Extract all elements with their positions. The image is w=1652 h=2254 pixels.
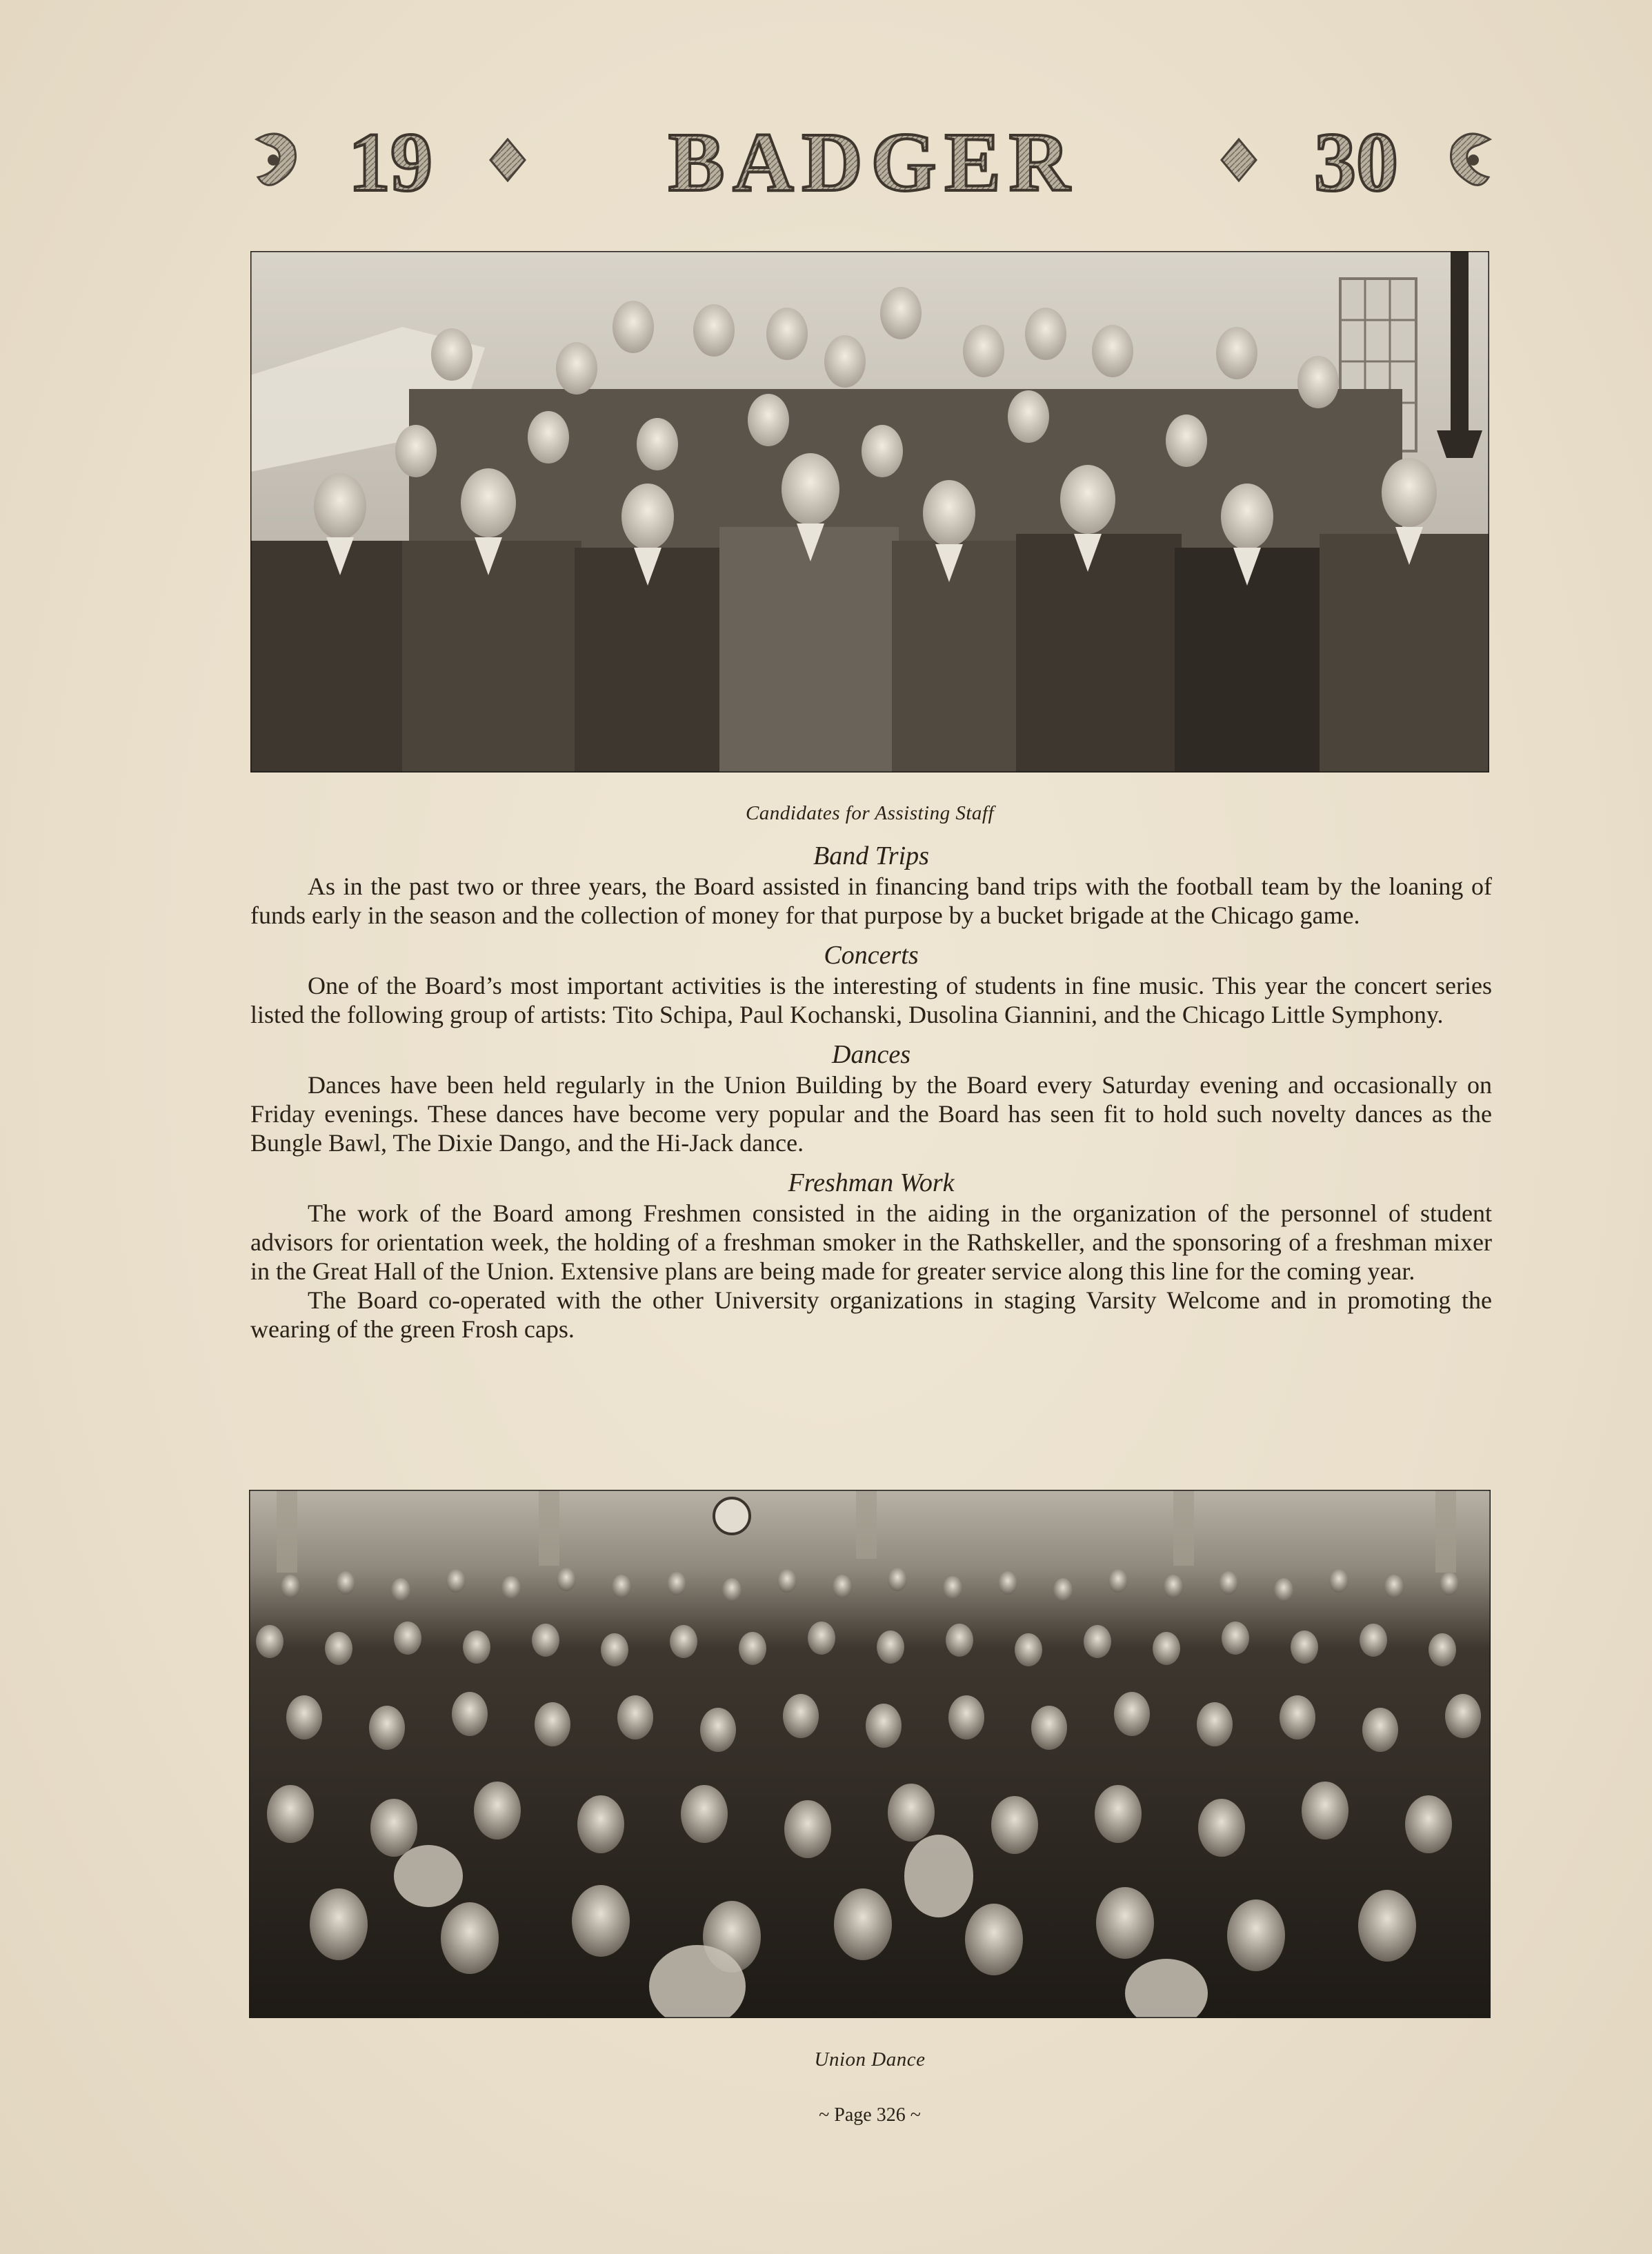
paragraph-dances: Dances have been held regularly in the Union Building by the Board every Saturday evening and occasionally on Friday evenings. These dances have become very popular and the Board has seen fit to hold such novelty dances as the Bungle Bawl, The Dixie Dango, and the Hi-Jack dance. bbox=[250, 1071, 1492, 1157]
right-flourish-icon bbox=[1451, 134, 1491, 185]
paragraph-band-trips: As in the past two or three years, the Board assisted in financing band trips with the football team by the loaning of funds early in the season and the collection of money for that purpose by a bucket brigade at the Chicago game. bbox=[250, 872, 1492, 929]
masthead-left-year: 19 bbox=[348, 119, 432, 201]
photo-union-dance bbox=[249, 1490, 1491, 2018]
article-body bbox=[250, 840, 1492, 1344]
masthead-lettering bbox=[252, 119, 1494, 201]
paragraph-freshman-work: The work of the Board among Freshmen consisted in the aiding in the organization of the personnel of student advisors for orientation week, the holding of a freshman smoker in the Rathskeller, and the sponsoring of a freshman mixer in the Great Hall of the Union. Extensive plans are being made for greater service along this line for the coming year. bbox=[250, 1199, 1492, 1285]
heading-freshman-work: Freshman Work bbox=[788, 1168, 955, 1197]
masthead-right-year: 30 bbox=[1314, 119, 1398, 201]
paragraph-varsity-welcome: The Board co-operated with the other University organizations in staging Varsity Welcome and in promoting the wearing of the green Frosh caps. bbox=[250, 1286, 1492, 1343]
chandelier-icon bbox=[714, 1498, 750, 1534]
left-flourish-icon bbox=[257, 134, 296, 185]
heading-dances: Dances bbox=[832, 1040, 910, 1069]
heading-concerts: Concerts bbox=[824, 941, 919, 970]
paragraph-concerts: One of the Board’s most important activities is the interesting of students in fine music. This year the concert series listed the following group of artists: Tito Schipa, Paul Kochanski, Dusolina Giannini, and the Chicago Little Symphony. bbox=[250, 972, 1492, 1028]
page-number: ~ Page 326 ~ bbox=[819, 2104, 921, 2126]
photo-candidates-group bbox=[250, 251, 1489, 772]
caption-candidates: Candidates for Assisting Staff bbox=[745, 802, 995, 824]
masthead-title: BADGER bbox=[668, 119, 1078, 201]
masthead bbox=[252, 119, 1494, 201]
heading-band-trips: Band Trips bbox=[813, 841, 929, 870]
caption-union-dance: Union Dance bbox=[814, 2048, 926, 2071]
